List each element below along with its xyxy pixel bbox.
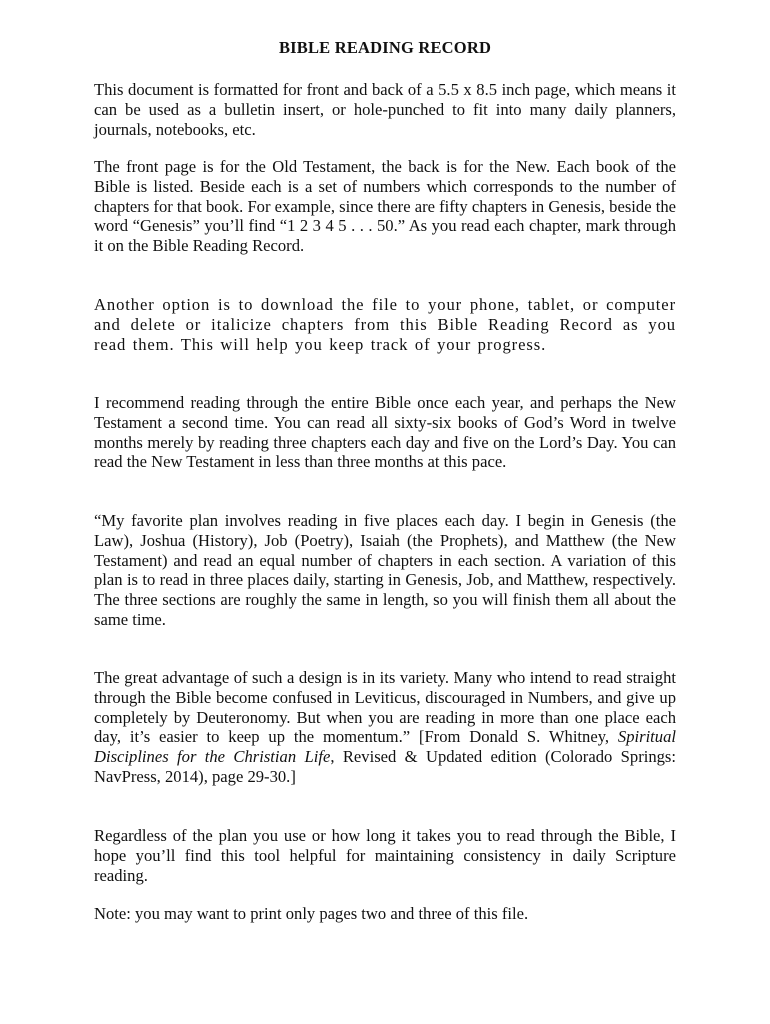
paragraph-favorite-plan: “My favorite plan involves reading in five places each day. I begin in Genesis (the Law), Joshua (History), Job (Poetry), Isaiah (the Prophets), and Matthew (the New Testament) and read an equal number of chapters in each section. A variation of this plan is to read in three places daily, starting in Genesis, Job, and Matthew, respectively. The three sections are roughly the same in length, so you will finish them all about the same time. (94, 511, 676, 629)
citation-details: , Revised & Updated edition (Colorado Springs: NavPress, 2014), page 29-30.] (94, 747, 676, 786)
paragraph-digital-option: Another option is to download the file to your phone, tablet, or computer and delete or italicize chapters from this Bible Reading Record as you read them. This will help you keep track of your progress. (94, 295, 676, 354)
paragraph-format-info: This document is formatted for front and back of a 5.5 x 8.5 inch page, which means it can be used as a bulletin insert, or hole-punched to fit into many daily planners, journals, notebooks, etc. (94, 80, 676, 139)
paragraph-recommendation: I recommend reading through the entire Bible once each year, and perhaps the New Testament a second time. You can read all sixty-six books of God’s Word in twelve months merely by reading three chapters each day and five on the Lord’s Day. You can read the New Testament in less than three months at this pace. (94, 393, 676, 472)
document-title: BIBLE READING RECORD (278, 38, 492, 57)
paragraph-note: Note: you may want to print only pages two and three of this file. (94, 904, 529, 923)
book-title-citation: Spiritual Disciplines for the Christian Life (94, 727, 676, 767)
paragraph-closing: Regardless of the plan you use or how long it takes you to read through the Bible, I hope you’ll find this tool helpful for maintaining consistency in daily Scripture reading. (94, 826, 676, 885)
quote-text: The great advantage of such a design is in its variety. Many who intend to read straight through the Bible become confused in Leviticus, discouraged in Numbers, and give up completely by Deuteronomy. But when you are reading in more than one place each day, it’s easier to keep up the momentum.” [From Donald S. Whitney, (94, 668, 676, 747)
paragraph-advantage-quote (94, 668, 676, 787)
paragraph-page-layout: The front page is for the Old Testament, the back is for the New. Each book of the Bible is listed. Beside each is a set of numbers which corresponds to the number of chapters for that book. For example, since there are fifty chapters in Genesis, beside the word “Genesis” you’ll find “1 2 3 4 5 . . . 50.” As you read each chapter, mark through it on the Bible Reading Record. (94, 157, 676, 256)
